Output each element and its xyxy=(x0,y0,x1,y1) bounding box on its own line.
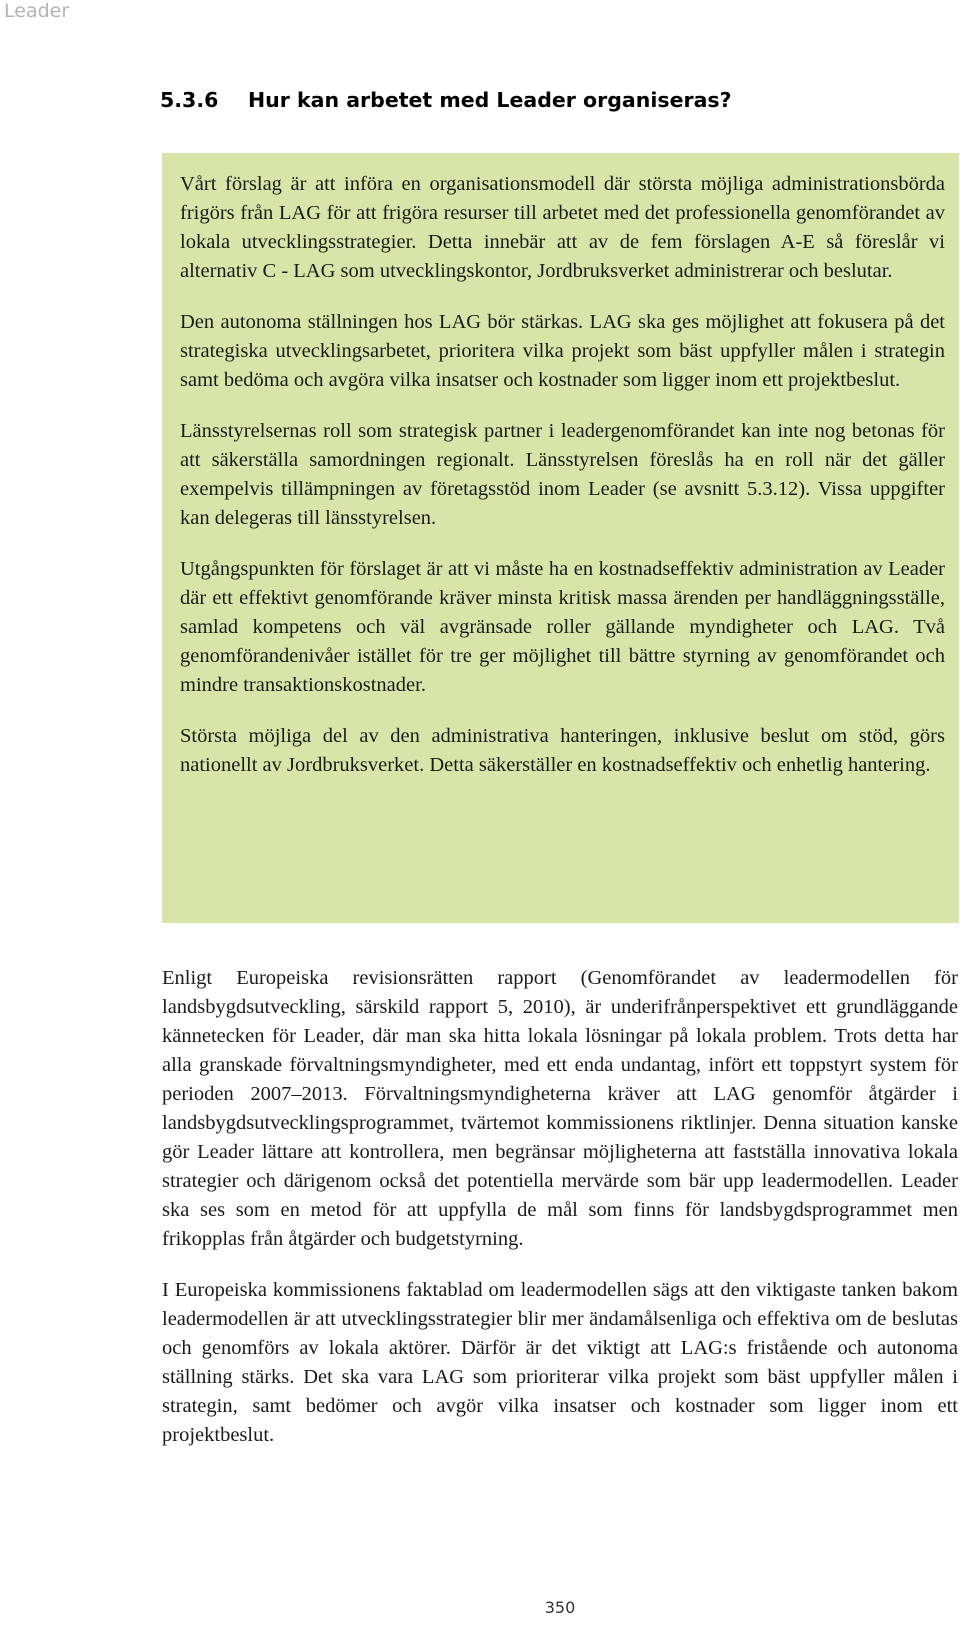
body-paragraph: Enligt Europeiska revisionsrätten rapport (Genomförandet av leadermodellen för landsbygdsutveckling, särskild rapport 5, 2010), är underifrånperspektivet ett grundläggande kännetecken för Leader, där man ska hitta lokala lösningar på lokala problem. Trots detta har alla granskade förvaltningsmyndigheter, med ett enda undantag, infört ett toppstyrt system för perioden 2007–2013. Förvaltningsmyndigheterna kräver att LAG genomför åtgärder i landsbygdsutvecklingsprogrammet, tvärtemot kommissionens riktlinjer. Denna situation kanske gör Leader lättare att kontrollera, men begränsar möjligheterna att fastställa innovativa lokala strategier och därigenom också det potentiella mervärde som bär upp leadermodellen. Leader ska ses som en metod för att uppfylla de mål som finns för landsbygdsprogrammet men frikopplas från åtgärder och budgetstyrning. xyxy=(162,967,958,1250)
highlight-box xyxy=(162,153,959,923)
section-title: Hur kan arbetet med Leader organiseras? xyxy=(248,88,732,112)
box-paragraph: Länsstyrelsernas roll som strategisk partner i leadergenomförandet kan inte nog betonas för att säkerställa samordningen regionalt. Länsstyrelsen föreslås ha en roll när det gäller exempelvis tillämpningen av företagsstöd inom Leader (se avsnitt 5.3.12). Vissa uppgifter kan delegeras till länsstyrelsen. xyxy=(180,420,945,529)
box-paragraph: Utgångspunkten för förslaget är att vi måste ha en kostnadseffektiv administration av Leader där ett effektivt genomförande kräver minsta kritisk massa ärenden per handläggningsställe, samlad kompetens och väl avgränsade roller gällande myndigheter och LAG. Två genomförandenivåer istället för tre ger möjlighet till bättre styrning av genomförandet och mindre transaktionskostnader. xyxy=(180,558,945,696)
body-paragraph: I Europeiska kommissionens faktablad om leadermodellen sägs att den viktigaste tanken bakom leadermodellen är att utvecklingsstrategier blir mer ändamålsenliga och effektiva om de beslutas och genomförs av lokala aktörer. Därför är det viktigt att LAG:s fristående och autonoma ställning stärks. Det ska vara LAG som prioriterar vilka projekt som bäst uppfyller målen i strategin, samt bedömer och avgör vilka insatser och kostnader som ligger inom ett projektbeslut. xyxy=(162,1279,958,1446)
section-number: 5.3.6 xyxy=(160,88,219,112)
page-number: 350 xyxy=(544,1598,576,1617)
box-paragraph: Vårt förslag är att införa en organisationsmodell där största möjliga administrationsbörda frigörs från LAG för att frigöra resurser till arbetet med det professionella genomförandet av lokala utvecklingsstrategier. Detta innebär att av de fem förslagen A-E så föreslår vi alternativ C - LAG som utvecklingskontor, Jordbruksverket administrerar och beslutar. xyxy=(180,173,945,282)
box-paragraph: Största möjliga del av den administrativa hanteringen, inklusive beslut om stöd, görs nationellt av Jordbruksverket. Detta säkerställer en kostnadseffektiv och enhetlig hantering. xyxy=(180,725,945,776)
section-heading xyxy=(160,88,732,112)
body-text xyxy=(162,964,958,1472)
running-header: Leader xyxy=(4,0,70,22)
box-paragraph: Den autonoma ställningen hos LAG bör stärkas. LAG ska ges möjlighet att fokusera på det strategiska utvecklingsarbetet, prioritera vilka projekt som bäst uppfyller målen i strategin samt bedöma och avgöra vilka insatser och kostnader som ligger inom ett projektbeslut. xyxy=(180,311,945,391)
